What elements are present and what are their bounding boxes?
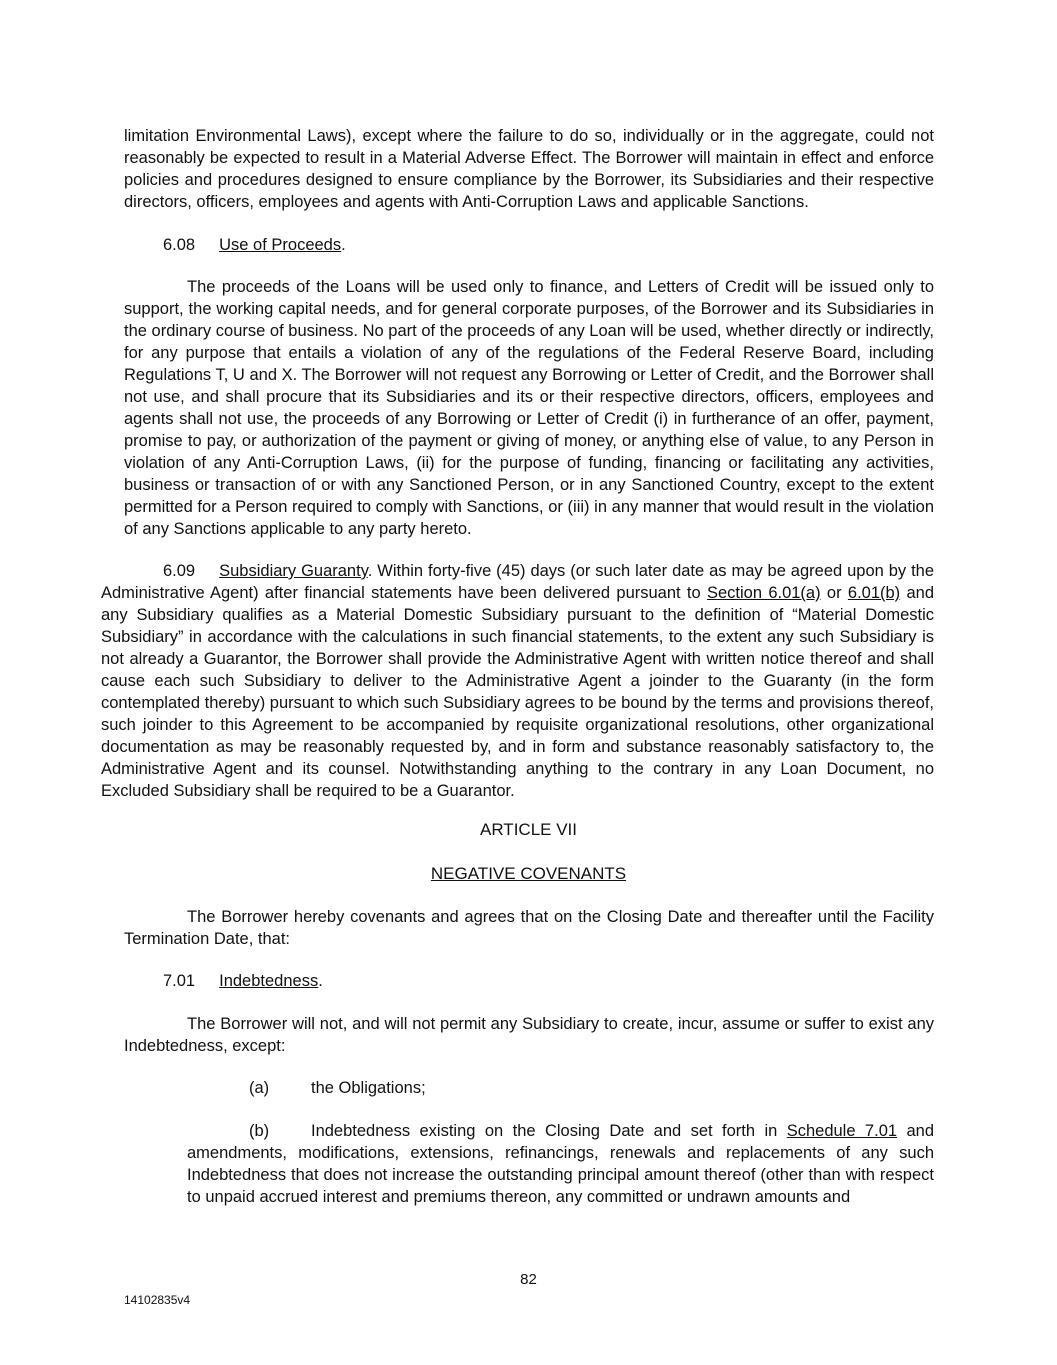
cross-reference: Schedule 7.01: [786, 1122, 898, 1140]
section-number: 6.09: [163, 562, 196, 580]
document-id: 14102835v4: [124, 1293, 191, 1307]
section-number: 6.08: [163, 236, 196, 254]
section-7-01-heading: 7.01 Indebtedness.: [163, 972, 323, 990]
cross-reference: 6.01(b): [847, 584, 901, 602]
clause-b: (b) Indebtedness existing on the Closing Date and set forth in Schedule 7.01 and amendments, modifications, extensions, refinancings, renewals and replacements of any such Indebtedness that does not increase the outstanding principal amount thereof (other than with respect to unpaid accrued interest and premiums thereon, any committed or undrawn amounts and: [187, 1122, 935, 1206]
section-6-08-body: The proceeds of the Loans will be used only to finance, and Letters of Credit will be issued only to support, the working capital needs, and for general corporate purposes, of the Borrower and its Subsidiaries in the ordinary course of business. No part of the proceeds of any Loan will be used, whether directly or indirectly, for any purpose that entails a violation of any of the regulations of the Federal Reserve Board, including Regulations T, U and X. The Borrower will not request any Borrowing or Letter of Credit, and the Borrower shall not use, and shall procure that its Subsidiaries and its or their respective directors, officers, employees and agents shall not use, the proceeds of any Borrowing or Letter of Credit (i) in furtherance of an offer, payment, promise to pay, or authorization of the payment or giving of money, or anything else of value, to any Person in violation of any Anti-Corruption Laws, (ii) for the purpose of funding, financing or facilitating any activities, business or transaction of or with any Sanctioned Person, or in any Sanctioned Country, except to the extent permitted for a Person required to comply with Sanctions, or (iii) in any manner that would result in the violation of any Sanctions applicable to any party hereto.: [124, 278, 934, 538]
section-title: Use of Proceeds: [219, 236, 342, 254]
cross-reference: Section 6.01(a): [706, 584, 821, 602]
article-intro: The Borrower hereby covenants and agrees that on the Closing Date and thereafter until the Facility Termination Date, that:: [124, 908, 934, 948]
section-title: Indebtedness: [219, 972, 319, 990]
section-title: Subsidiary Guaranty: [219, 562, 368, 580]
clause-text: the Obligations;: [311, 1079, 426, 1097]
clause-a: [249, 1077, 849, 1099]
clause-label: (a): [249, 1079, 270, 1097]
article-title: NEGATIVE COVENANTS: [430, 864, 627, 883]
clause-label: (b): [249, 1122, 270, 1140]
article-number: ARTICLE VII: [480, 820, 577, 839]
page-number: 82: [520, 1271, 537, 1288]
clause-text: Indebtedness existing on the Closing Date and set forth in: [311, 1122, 787, 1140]
section-6-09-paragraph: 6.09 Subsidiary Guaranty. Within forty-five (45) days (or such later date as may be agreed upon by the Administrative Agent) after financial statements have been delivered pursuant to Section 6.01(a) or 6.01(b) and any Subsidiary qualifies as a Material Domestic Subsidiary pursuant to the definition of “Material Domestic Subsidiary” in accordance with the calculations in such financial statements, to the extent any such Subsidiary is not already a Guarantor, the Borrower shall provide the Administrative Agent with written notice thereof and shall cause each such Subsidiary to deliver to the Administrative Agent a joinder to the Guaranty (in the form contemplated thereby) pursuant to which such Subsidiary agrees to be bound by the terms and provisions thereof, such joinder to this Agreement to be accompanied by requisite organizational resolutions, other organizational documentation as may be reasonably requested by, and in form and substance reasonably satisfactory to, the Administrative Agent and its counsel. Notwithstanding anything to the contrary in any Loan Document, no Excluded Subsidiary shall be required to be a Guarantor.: [101, 562, 935, 800]
section-6-08-heading: 6.08 Use of Proceeds.: [163, 236, 346, 254]
continuation-paragraph: limitation Environmental Laws), except where the failure to do so, individually or in the aggregate, could not reasonably be expected to result in a Material Adverse Effect. The Borrower will maintain in effect and enforce policies and procedures designed to ensure compliance by the Borrower, its Subsidiaries and their respective directors, officers, employees and agents with Anti-Corruption Laws and applicable Sanctions.: [124, 127, 934, 211]
section-7-01-intro: The Borrower will not, and will not permit any Subsidiary to create, incur, assume or suffer to exist any Indebtedness, except:: [124, 1015, 934, 1055]
section-number: 7.01: [163, 972, 196, 990]
section-text: Within forty-five (45) days (or such later date as may be agreed upon by the Administrative Agent) after financial statements have been delivered pursuant to: [101, 562, 935, 602]
